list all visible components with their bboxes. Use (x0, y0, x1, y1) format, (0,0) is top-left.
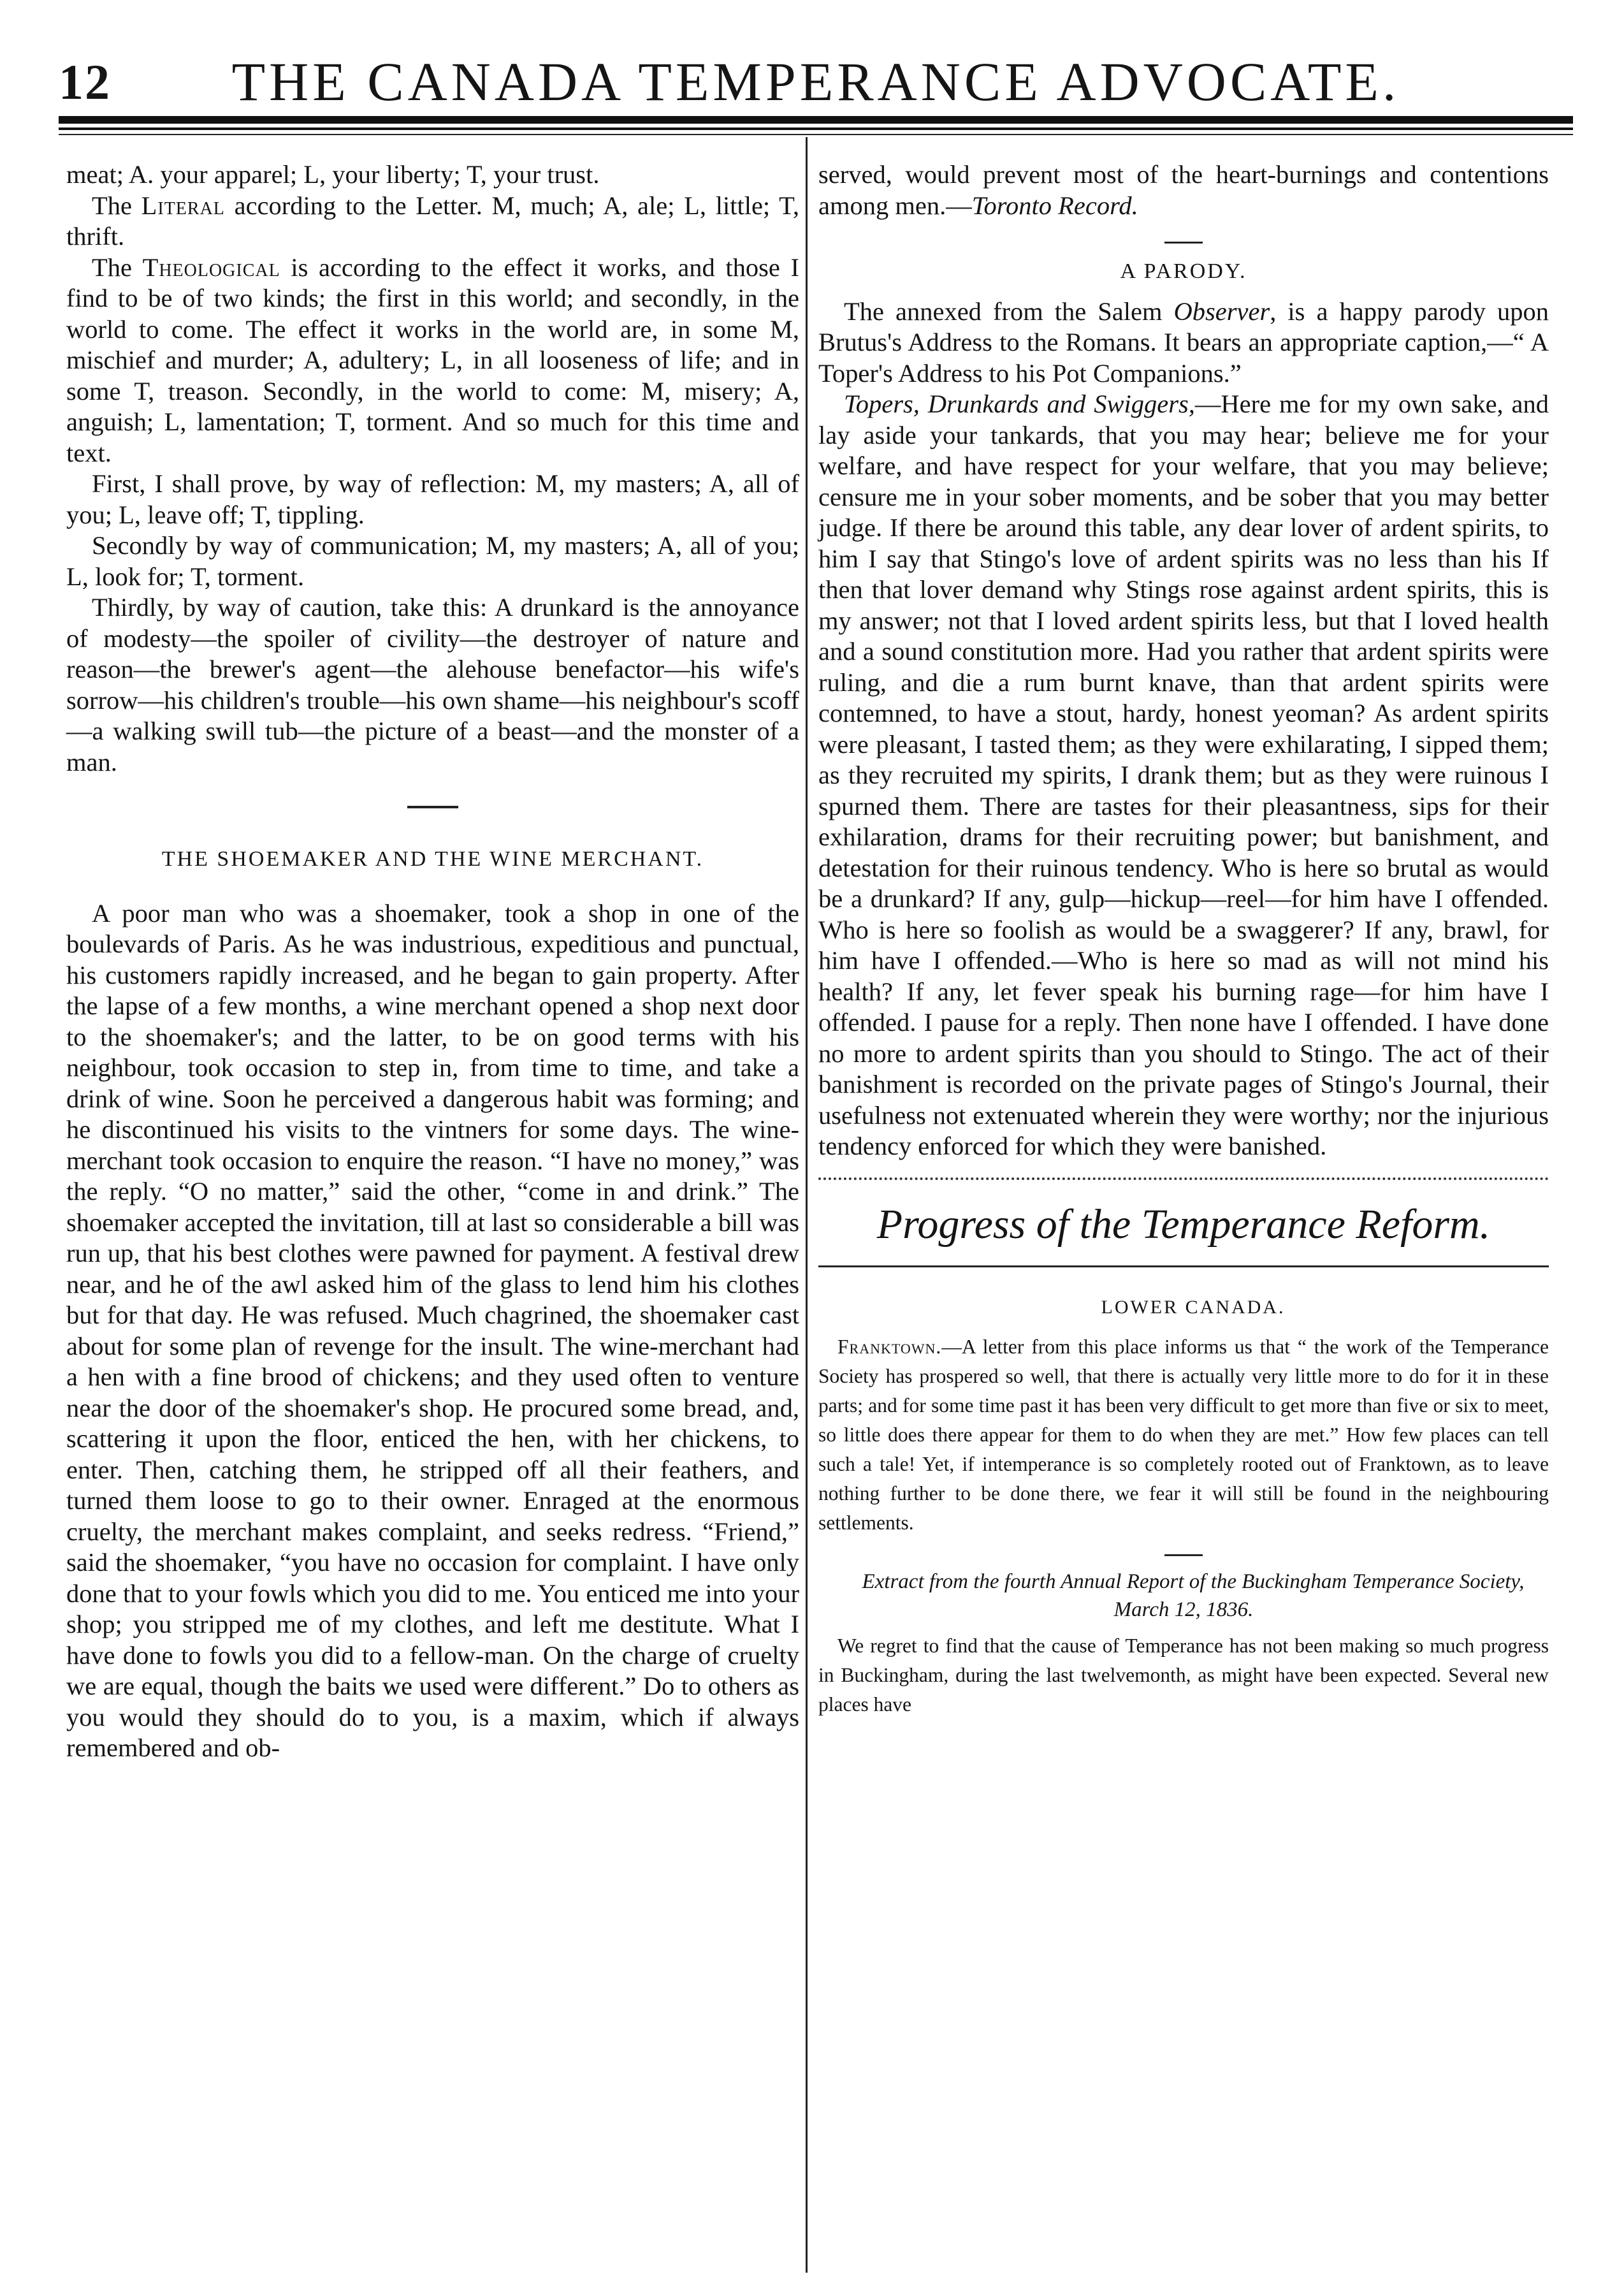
column-divider (806, 137, 808, 2273)
second-paragraph: Secondly by way of communication; M, my masters; A, all of you; L, look for; T, torment. (66, 531, 799, 591)
extract-heading: Extract from the fourth Annual Report of the Buckingham Temperance Society, March 12, 1836. (862, 1570, 1525, 1621)
masthead (59, 50, 1573, 113)
right-column (818, 159, 1549, 1719)
progress-heading: Progress of the Temperance Reform. (876, 1200, 1491, 1248)
masthead-rule-thin (59, 127, 1573, 130)
literal-paragraph: The Literal according to the Letter. M, much; A, ale; L, little; T, thrift. (66, 191, 799, 251)
literal-term: Literal (141, 191, 225, 220)
extract-paragraph: We regret to find that the cause of Temperance has not been making so much progress in Buckingham, during the last twelvemonth, as might have been expected. Several new places have (818, 1634, 1549, 1716)
parody-body: Topers, Drunkards and Swiggers,—Here me for my own sake, and lay aside your tankards, that you may hear; believe me for your welfare, and have respect for your welfare, that you may believe; censure me in your sober moments, and be sober that you may better judge. If there be around this table, any dear lover of ardent spirits, to him I say that Stingo's love of ardent spirits was no less than his If then that lover demand why Stings rose against ardent spirits, this is my answer; not that I loved ardent spirits less, but that I loved health and a sound constitution more. Had you rather that ardent spirits were ruling, and die a rum burnt knave, than that ardent spirits were contemned, to have a stout, hardy, honest yeoman? As ardent spirits were pleasant, I tasted them; as they were exhilarating, I sipped them; as they recruited my spirits, I drank them; but as they were ruinous I spurned them. There are tastes for their pleasantness, sips for their exhilaration, drams for their recruiting power; but banishment, and detestation for their ruinous tendency. Who is here so brutal as would be a drunkard? If any, gulp—hickup—reel—for him have I offended. Who is here so foolish as would be a swaggerer? If any, brawl, for him have I offended.—Who is here so mad as will not mind his health? If any, let fever speak his burning rage—for him have I offended. I pause for a reply. Then none have I offended. I have done no more to ardent spirits than you should to Stingo. The act of their banishment is recorded on the private pages of Stingo's Journal, their usefulness not extenuated wherein they were worthy; nor the injurious tendency enforced for which they were banished. (818, 390, 1549, 1160)
story-paragraph: A poor man who was a shoemaker, took a shop in one of the boulevards of Paris. As he was industrious, expeditious and punctual, his customers rapidly increased, and he began to gain property. After the lapse of a few months, a wine merchant opened a shop next door to the shoemaker's; and the latter, to be on good terms with his neighbour, took occasion to step in, from time to time, and take a drink of wine. Soon he perceived a dangerous habit was forming; and he discontinued his visits to the vintners for some days. The wine-merchant took occasion to enquire the reason. “I have no money,” was the reply. “O no matter,” said the other, “come in and drink.” The shoemaker accepted the invitation, till at last so considerable a bill was run up, that his best clothes were pawned for payment. A festival drew near, and he of the awl asked him of the glass to lend him his clothes but for that day. He was refused. Much chagrined, the shoemaker cast about for some plan of revenge for the insult. The wine-merchant had a hen with a fine brood of chickens; and they used often to venture near the door of the shoemaker's shop. He procured some bread, and, scattering it upon the floor, enticed the hen, with her chickens, to enter. Then, catching them, he stripped off all their feathers, and turned them loose to go to their owner. Enraged at the enormous cruelty, the merchant makes complaint, and seeks redress. “Friend,” said the shoemaker, “you have no occasion for complaint. I have only done that to your fowls which you did to me. You enticed me into your shop; you stripped me of my clothes, and left me destitute. What I have done to fowls you did to a fellow-man. On the charge of cruelty we are equal, though the baits we used were different.” Do to others as you would they should do to you, is a maxim, which if always remembered and ob- (66, 898, 799, 1762)
masthead-rule-thick (59, 116, 1573, 124)
parody-heading: A PARODY. (1120, 259, 1247, 283)
page-number: 12 (59, 54, 111, 110)
parody-address: Topers, Drunkards and Swiggers, (844, 390, 1195, 418)
franktown-label: Franktown. (837, 1335, 942, 1358)
third-paragraph: Thirdly, by way of caution, take this: A drunkard is the annoyance of modesty—the spoiler of civility—the destroyer of nature and reason—the brewer's agent—the alehouse benefactor—his wife's sorrow—his children's trouble—his own shame—his neighbour's scoff—a walking swill tub—the picture of a beast—and the monster of a man. (66, 593, 799, 776)
story-heading: THE SHOEMAKER AND THE WINE MERCHANT. (161, 847, 704, 871)
parody-intro: The annexed from the Salem Observer, is a happy parody upon Brutus's Address to the Romans. It bears an appropriate caption,—“ A Toper's Address to his Pot Companions.” (818, 296, 1549, 388)
left-column (66, 159, 799, 1764)
journal-title: THE CANADA TEMPERANCE ADVOCATE. (231, 51, 1400, 112)
continued-paragraph-right: served, would prevent most of the heart-burnings and contentions among men.—Toronto Record. (818, 160, 1549, 220)
franktown-paragraph: Franktown.—A letter from this place informs us that “ the work of the Temperance Society has prospered so well, that there is actually very little more to do for it in these parts; and for some time past it has been very difficult to get more than five or six to meet, so little does there appear for them to do when they are met.” How few places can tell such a tale! Yet, if intemperance is so completely rooted out of Franktown, as to leave nothing further to be done there, we fear it will still be found in the neighbouring settlements. (818, 1335, 1549, 1534)
continued-paragraph: meat; A. your apparel; L, your liberty; T, your trust. (66, 160, 600, 189)
lower-canada-heading: LOWER CANADA. (1101, 1296, 1286, 1318)
theological-paragraph: The Theological is according to the effect it works, and those I find to be of two kinds; the first in this world; and secondly, in the world to come. The effect it works in the world are, in some M, mischief and murder; A, adultery; L, in all looseness of life; and in some T, treason. Secondly, in the world to come: M, misery; A, anguish; L, lamentation; T, torment. And so much for this time and text. (66, 252, 799, 467)
theological-term: Theological (142, 252, 280, 282)
first-paragraph: First, I shall prove, by way of reflection: M, my masters; A, all of you; L, leave off; T, tippling. (66, 469, 799, 529)
masthead-rule-hair (59, 134, 1573, 135)
source-citation: Toronto Record. (971, 191, 1138, 220)
report-section (818, 1293, 1549, 1719)
